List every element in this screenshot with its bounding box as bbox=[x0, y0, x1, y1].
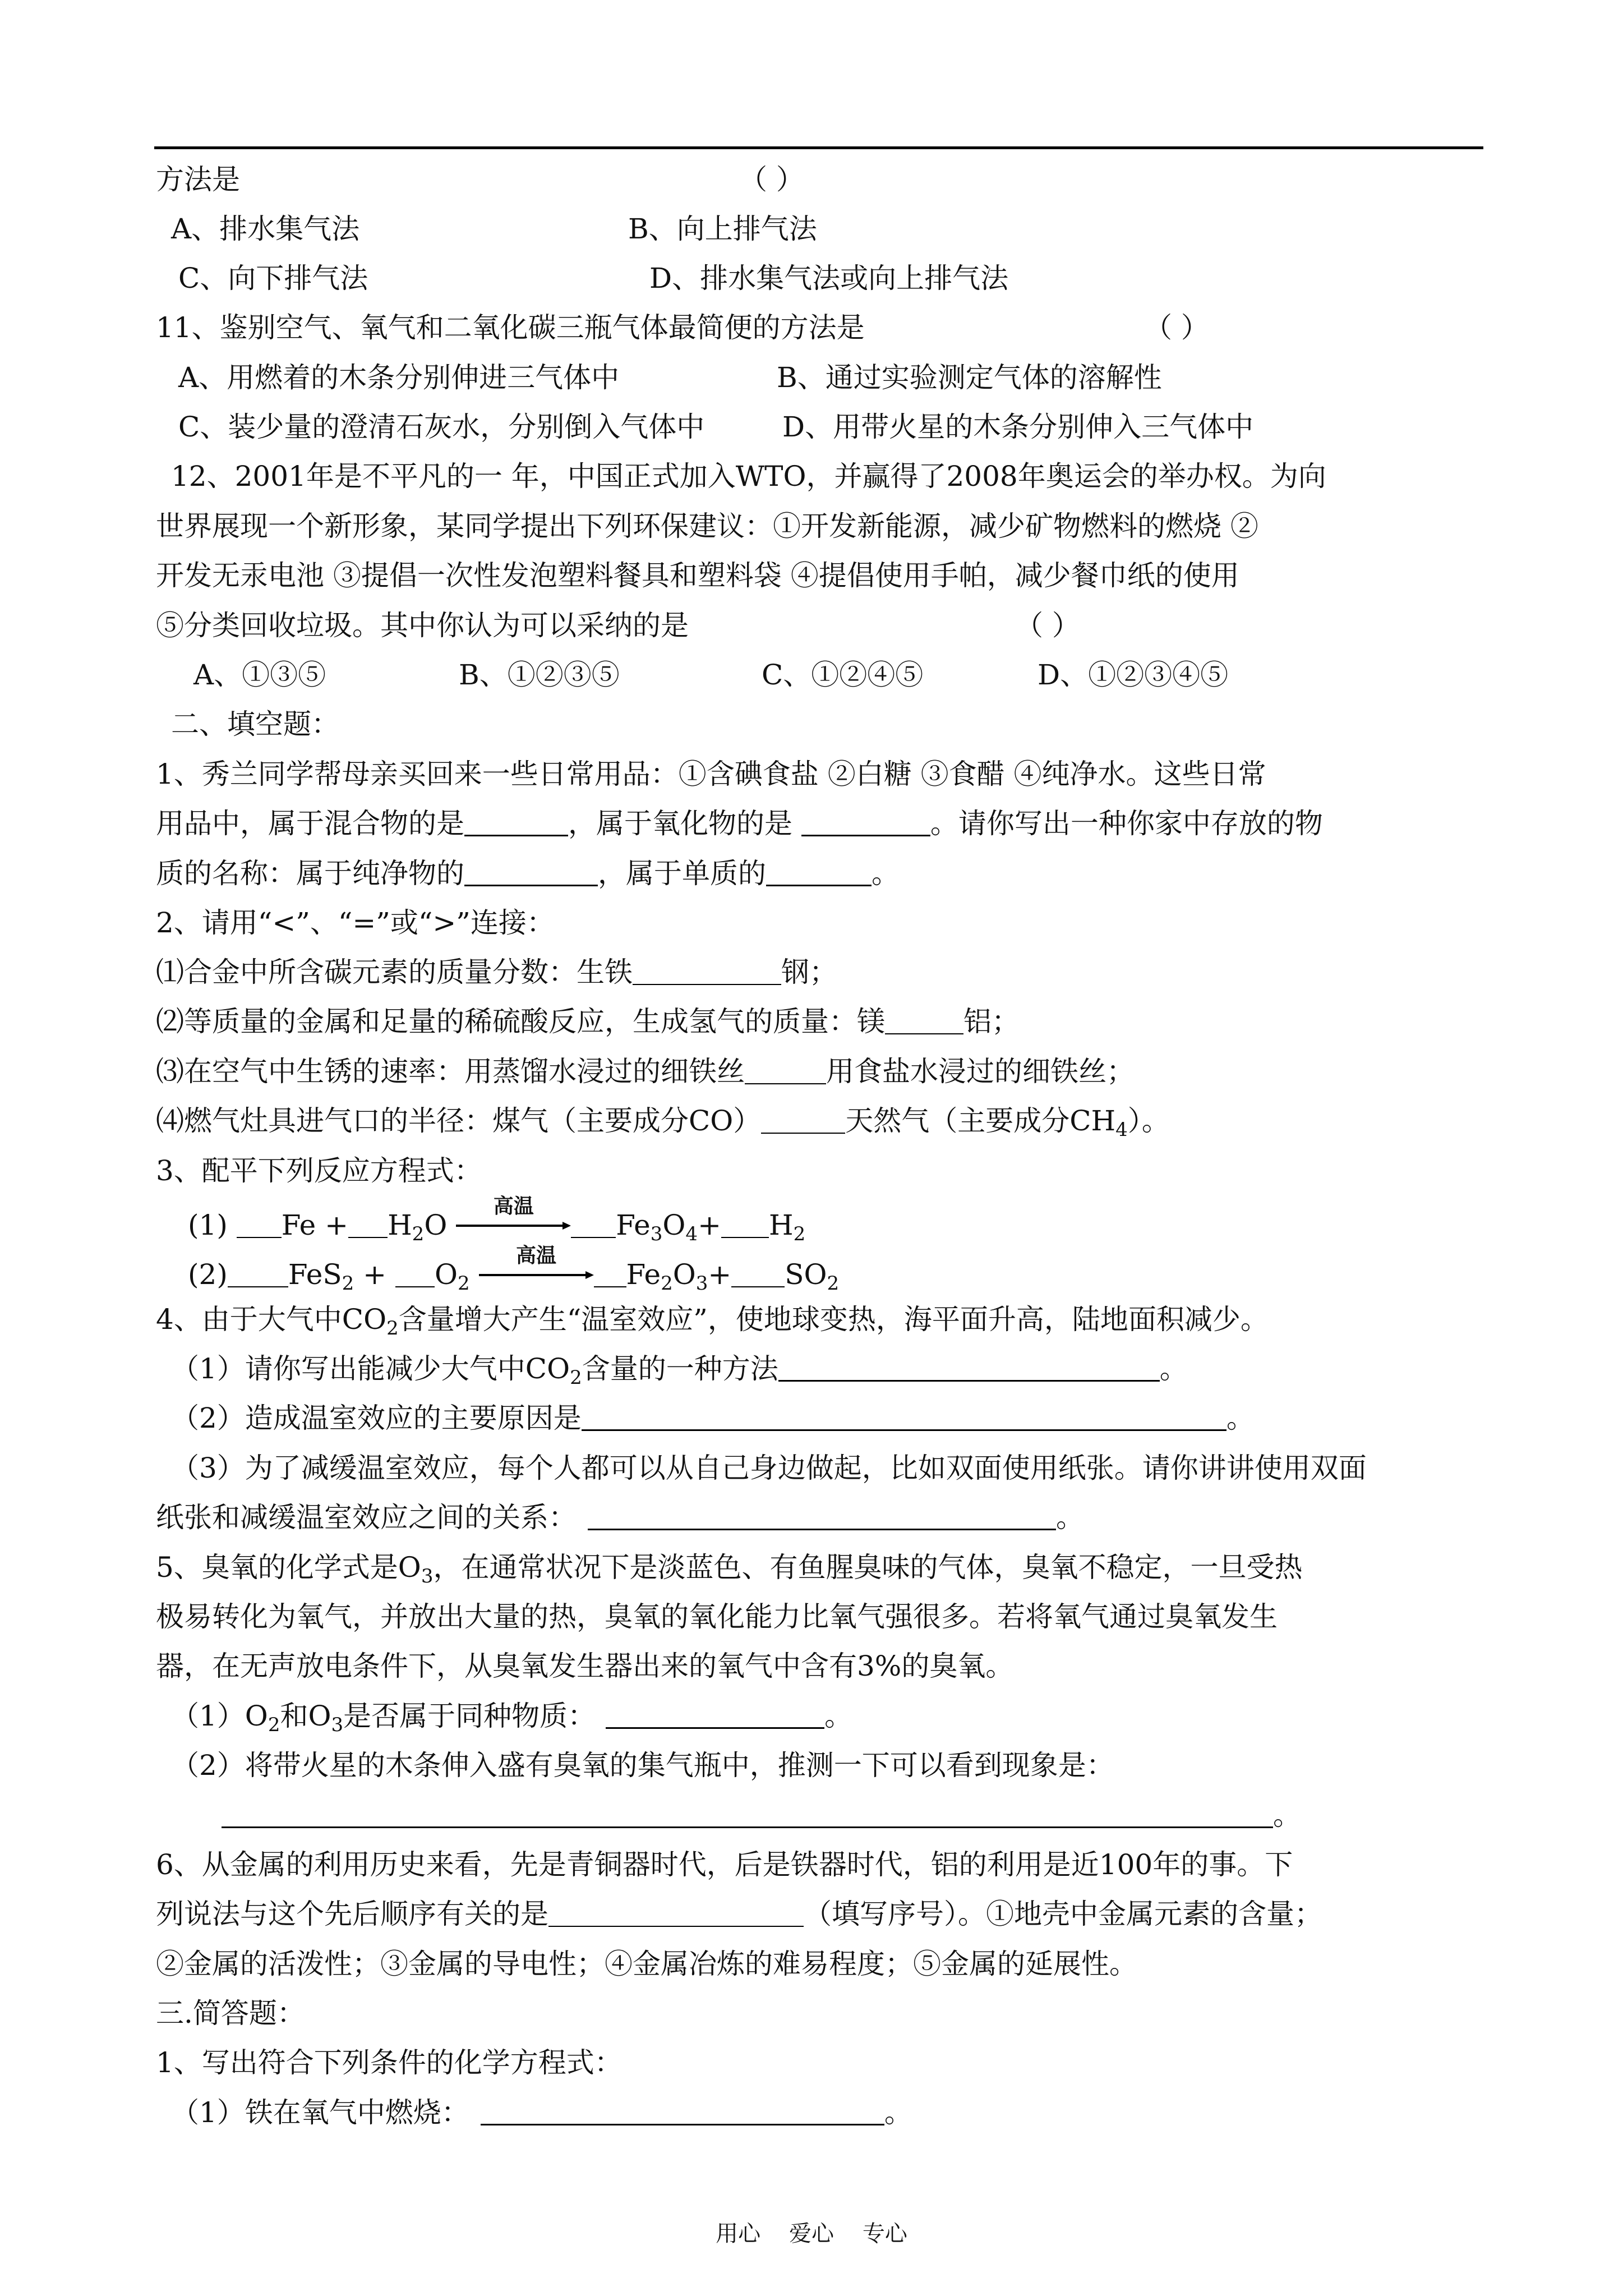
fill4-part2: （2）造成温室效应的主要原因是 。 bbox=[171, 1402, 1255, 1434]
fill2-item1: ⑴合金中所含碳元素的质量分数：生铁 钢； bbox=[156, 956, 837, 988]
answer-blank[interactable] bbox=[464, 858, 598, 886]
q12-option-b: B、①②③⑤ bbox=[459, 659, 620, 691]
q12-stem-line2: 世界展现一个新形象，某同学提出下列环保建议：①开发新能源，减少矿物燃料的燃烧 ② bbox=[156, 510, 1258, 542]
q11-option-a: A、用燃着的木条分别伸进三气体中 bbox=[178, 361, 620, 394]
answer-blank[interactable] bbox=[582, 1402, 1227, 1431]
q12-option-a: A、①③⑤ bbox=[193, 659, 326, 691]
fill2-item4: ⑷燃气灶具进气口的半径：煤气（主要成分CO） 天然气（主要成分$CH_4$）。 bbox=[156, 1105, 1170, 1141]
answer-blank[interactable] bbox=[548, 1899, 804, 1927]
coefficient-blank[interactable] bbox=[237, 1210, 282, 1238]
section-heading-fill-in: 二、填空题： bbox=[171, 708, 339, 740]
fill5-stem-line2: 极易转化为氧气，并放出大量的热，臭氧的氧化能力比氧气强很多。若将氧气通过臭氧发生 bbox=[156, 1600, 1278, 1633]
q12-option-d: D、①②③④⑤ bbox=[1038, 659, 1229, 691]
fill3-stem: 3、配平下列反应方程式： bbox=[156, 1154, 482, 1187]
answer-blank[interactable] bbox=[766, 858, 872, 886]
answer-blank[interactable] bbox=[481, 2097, 884, 2125]
q12-option-c: C、①②④⑤ bbox=[762, 659, 924, 691]
q10-text: 方法是 bbox=[156, 163, 240, 196]
fill5-stem-line3: 器，在无声放电条件下，从臭氧发生器出来的氧气中含有3%的臭氧。 bbox=[156, 1650, 1014, 1682]
q10-option-a: A、排水集气法 bbox=[171, 213, 360, 245]
q10-option-c: C、向下排气法 bbox=[178, 262, 368, 295]
equation-1: (1) $Fe + H_2O$ 高温 $Fe_3O_4+ H_2$ bbox=[188, 1195, 806, 1245]
header-rule bbox=[154, 146, 1483, 149]
fill5-part2-answer: 。 bbox=[222, 1798, 1301, 1832]
fill6-stem-line1: 6、从金属的利用历史来看，先是青铜器时代，后是铁器时代，铝的利用是近100年的事。下 bbox=[156, 1848, 1293, 1881]
fill2-stem: 2、请用“<”、“=”或“>”连接： bbox=[156, 907, 555, 939]
short1-part1: （1）铁在氧气中燃烧： 。 bbox=[171, 2096, 912, 2129]
q12-stem-line4: ⑤分类回收垃圾。其中你认为可以采纳的是 bbox=[156, 609, 689, 642]
fill5-part1: $(1)O_2$和$O_3$是否属于同种物质： 。 bbox=[171, 1700, 853, 1736]
answer-blank[interactable] bbox=[778, 1353, 1160, 1382]
equation-2: (2) $FeS_2 + O_2$ 高温 $Fe_2O_3+ SO_2$ bbox=[188, 1244, 840, 1295]
fill4-part3: （3）为了减缓温室效应，每个人都可以从自己身边做起，比如双面使用纸张。请你讲讲使用双面 bbox=[171, 1452, 1367, 1484]
reaction-arrow: 高温 bbox=[479, 1253, 594, 1286]
q11-option-c: C、装少量的澄清石灰水，分别倒入气体中 bbox=[178, 411, 705, 443]
answer-blank[interactable] bbox=[222, 1800, 1273, 1828]
answer-blank[interactable] bbox=[588, 1502, 1056, 1530]
q11-stem: 11、鉴别空气、氧气和二氧化碳三瓶气体最简便的方法是 bbox=[156, 311, 865, 344]
q10-option-b: B、向上排气法 bbox=[628, 213, 817, 245]
answer-blank[interactable] bbox=[633, 957, 781, 985]
q10-answer-paren: （ ） bbox=[739, 163, 804, 196]
coefficient-blank[interactable] bbox=[395, 1259, 435, 1287]
coefficient-blank[interactable] bbox=[571, 1210, 616, 1238]
q12-stem-line1: 12、2001年是不平凡的一 年，中国正式加入WTO，并赢得了2008年奥运会的举办权。为向 bbox=[171, 460, 1326, 493]
fill4-stem: 4、由于大气中$CO_2$含量增大产生“温室效应”，使地球变热，海平面升高，陆地面积减少。 bbox=[156, 1303, 1269, 1340]
fill1-line1: 1、秀兰同学帮母亲买回来一些日常用品：①含碘食盐 ②白糖 ③食醋 ④纯净水。这些日常 bbox=[156, 758, 1266, 790]
fill6-stem-line2: 列说法与这个先后顺序有关的是 （填写序号）。①地壳中金属元素的含量； bbox=[156, 1898, 1322, 1930]
coefficient-blank[interactable] bbox=[594, 1259, 626, 1287]
reaction-arrow: 高温 bbox=[456, 1203, 571, 1237]
q11-answer-paren: （ ） bbox=[1144, 311, 1209, 344]
q10-option-d: D、排水集气法或向上排气法 bbox=[649, 262, 1009, 295]
fill4-part3-cont: 纸张和减缓温室效应之间的关系： 。 bbox=[156, 1501, 1084, 1534]
short1-stem: 1、写出符合下列条件的化学方程式： bbox=[156, 2046, 623, 2079]
fill6-stem-line3: ②金属的活泼性；③金属的导电性；④金属冶炼的难易程度；⑤金属的延展性。 bbox=[156, 1948, 1137, 1980]
q12-stem-line3: 开发无汞电池 ③提倡一次性发泡塑料餐具和塑料袋 ④提倡使用手帕，减少餐巾纸的使用 bbox=[156, 559, 1239, 592]
coefficient-blank[interactable] bbox=[348, 1210, 388, 1238]
fill4-part1: （1）请你写出能减少大气中$CO_2$含量的一种方法 。 bbox=[171, 1352, 1188, 1389]
answer-blank[interactable] bbox=[464, 808, 568, 836]
q11-option-d: D、用带火星的木条分别伸入三气体中 bbox=[782, 411, 1254, 443]
section-heading-short-answer: 三.简答题： bbox=[156, 1997, 305, 2030]
coefficient-blank[interactable] bbox=[721, 1210, 769, 1238]
answer-blank[interactable] bbox=[801, 808, 930, 836]
q10-tail bbox=[156, 163, 240, 196]
fill5-stem-line1: 5、臭氧的化学式是$O_3$，在通常状况下是淡蓝色、有鱼腥臭味的气体，臭氧不稳定，一旦受热 bbox=[156, 1551, 1303, 1588]
fill1-line2: 用品中，属于混合物的是 ，属于氧化物的是 。请你写出一种你家中存放的物 bbox=[156, 807, 1323, 840]
answer-blank[interactable] bbox=[745, 1056, 826, 1084]
coefficient-blank[interactable] bbox=[731, 1259, 785, 1287]
answer-blank[interactable] bbox=[761, 1106, 845, 1134]
answer-blank[interactable] bbox=[885, 1006, 963, 1034]
fill5-part2: （2）将带火星的木条伸入盛有臭氧的集气瓶中，推测一下可以看到现象是： bbox=[171, 1749, 1114, 1782]
q11-option-b: B、通过实验测定气体的溶解性 bbox=[777, 361, 1162, 394]
fill2-item2: ⑵等质量的金属和足量的稀硫酸反应，生成氢气的质量：镁 铝； bbox=[156, 1005, 1020, 1038]
answer-blank[interactable] bbox=[606, 1700, 824, 1729]
q12-answer-paren: （ ） bbox=[1015, 609, 1080, 642]
page-footer: 用心 爱心 专心 bbox=[716, 2221, 907, 2247]
fill2-item3: ⑶在空气中生锈的速率：用蒸馏水浸过的细铁丝 用食盐水浸过的细铁丝； bbox=[156, 1055, 1135, 1088]
fill1-line3: 质的名称：属于纯净物的 ，属于单质的 。 bbox=[156, 857, 900, 890]
coefficient-blank[interactable] bbox=[228, 1259, 288, 1287]
